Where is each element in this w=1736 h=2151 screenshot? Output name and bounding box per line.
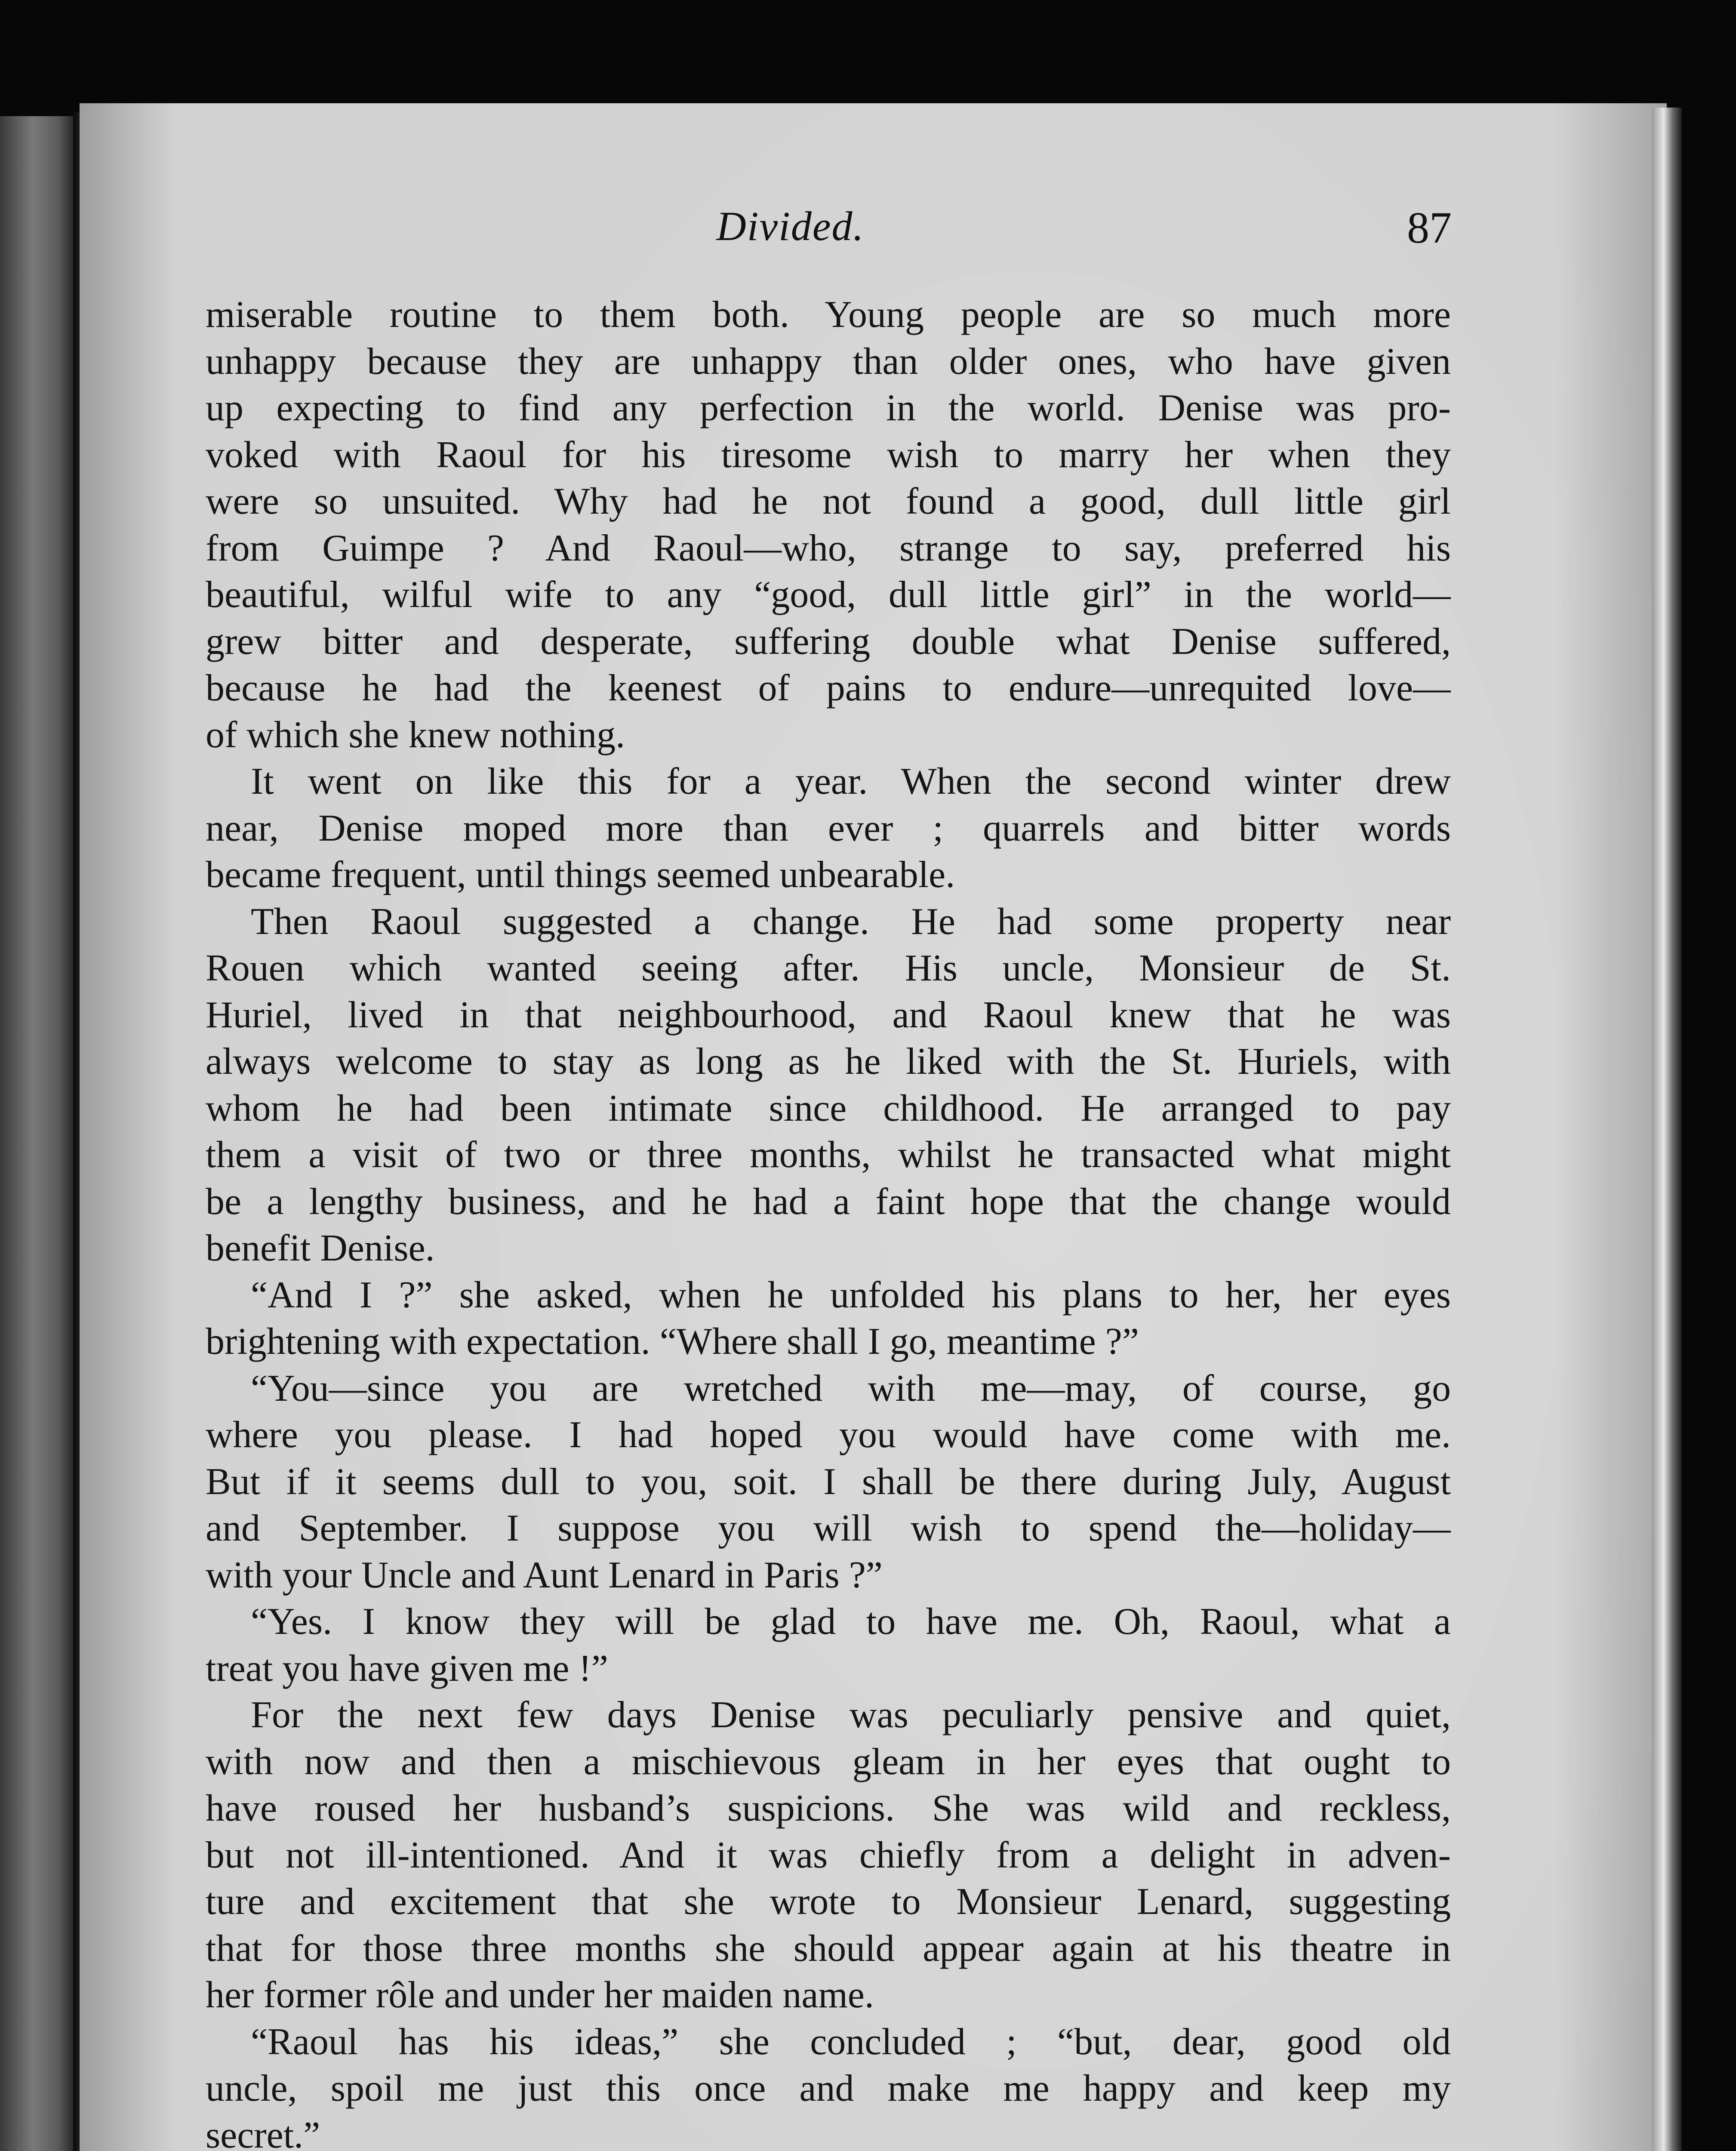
text-line: Huriel, lived in that neighbourhood, and Raoul knew that he was [206, 994, 1451, 1036]
text-line: up expecting to find any perfection in the world. Denise was pro- [206, 387, 1451, 429]
text-line: miserable routine to them both. Young people are so much more [206, 294, 1451, 336]
text-line: grew bitter and desperate, suffering double what Denise suffered, [206, 620, 1451, 663]
text-line: with now and then a mischievous gleam in her eyes that ought to [206, 1741, 1451, 1783]
text-line: ture and excitement that she wrote to Monsieur Lenard, suggesting [206, 1881, 1451, 1923]
text-line: secret.” [206, 2114, 320, 2151]
page-number: 87 [1407, 203, 1452, 253]
text-line: but not ill-intentioned. And it was chiefly from a delight in adven- [206, 1834, 1451, 1876]
text-line: became frequent, until things seemed unbearable. [206, 854, 955, 896]
text-line: where you please. I had hoped you would have come with me. [206, 1414, 1451, 1456]
text-line: and September. I suppose you will wish to spend the—holiday— [206, 1507, 1451, 1549]
text-line: brightening with expectation. “Where shall I go, meantime ?” [206, 1321, 1139, 1362]
text-line: beautiful, wilful wife to any “good, dull little girl” in the world— [206, 574, 1451, 616]
text-line: of which she knew nothing. [206, 714, 625, 756]
text-line: It went on like this for a year. When the second winter drew [251, 761, 1451, 802]
text-line: her former rôle and under her maiden name. [206, 1974, 874, 2016]
text-line: were so unsuited. Why had he not found a good, dull little girl [206, 481, 1451, 522]
page-stack-edge [1652, 108, 1682, 2151]
text-line: always welcome to stay as long as he liked with the St. Huriels, with [206, 1041, 1451, 1082]
page-header [129, 202, 1452, 258]
text-line: them a visit of two or three months, whilst he transacted what might [206, 1134, 1451, 1176]
text-line: that for those three months she should appear again at his theatre in [206, 1927, 1451, 1969]
text-line: unhappy because they are unhappy than older ones, who have given [206, 340, 1451, 382]
text-line: benefit Denise. [206, 1227, 435, 1269]
text-line: “You—since you are wretched with me—may, of course, go [251, 1367, 1451, 1409]
text-line: be a lengthy business, and he had a faint hope that the change would [206, 1180, 1451, 1223]
text-line: For the next few days Denise was peculiarly pensive and quiet, [251, 1694, 1451, 1736]
text-line: because he had the keenest of pains to endure—unrequited love— [206, 667, 1451, 709]
text-line: “Yes. I know they will be glad to have me. Oh, Raoul, what a [251, 1601, 1451, 1643]
text-line: Then Raoul suggested a change. He had some property near [251, 900, 1451, 943]
text-line: “Raoul has his ideas,” she concluded ; “but, dear, good old [251, 2021, 1451, 2063]
text-line: with your Uncle and Aunt Lenard in Paris ?” [206, 1554, 883, 1596]
text-line: whom he had been intimate since childhood. He arranged to pay [206, 1087, 1451, 1129]
facing-page-edge [0, 116, 73, 2151]
text-line: voked with Raoul for his tiresome wish to marry her when they [206, 434, 1451, 476]
text-line: have roused her husband’s suspicions. She was wild and reckless, [206, 1787, 1451, 1829]
text-line: uncle, spoil me just this once and make me happy and keep my [206, 2068, 1451, 2109]
text-line: from Guimpe ? And Raoul—who, strange to say, preferred his [206, 527, 1451, 569]
text-line: near, Denise moped more than ever ; quarrels and bitter words [206, 807, 1451, 849]
text-line: But if it seems dull to you, soit. I shall be there during July, August [206, 1461, 1451, 1503]
text-line: Rouen which wanted seeing after. His uncle, Monsieur de St. [206, 947, 1451, 989]
text-line: treat you have given me !” [206, 1647, 608, 1689]
body-text [206, 292, 1451, 2151]
text-line: “And I ?” she asked, when he unfolded his plans to her, her eyes [251, 1274, 1451, 1316]
running-title: Divided. [716, 203, 865, 249]
